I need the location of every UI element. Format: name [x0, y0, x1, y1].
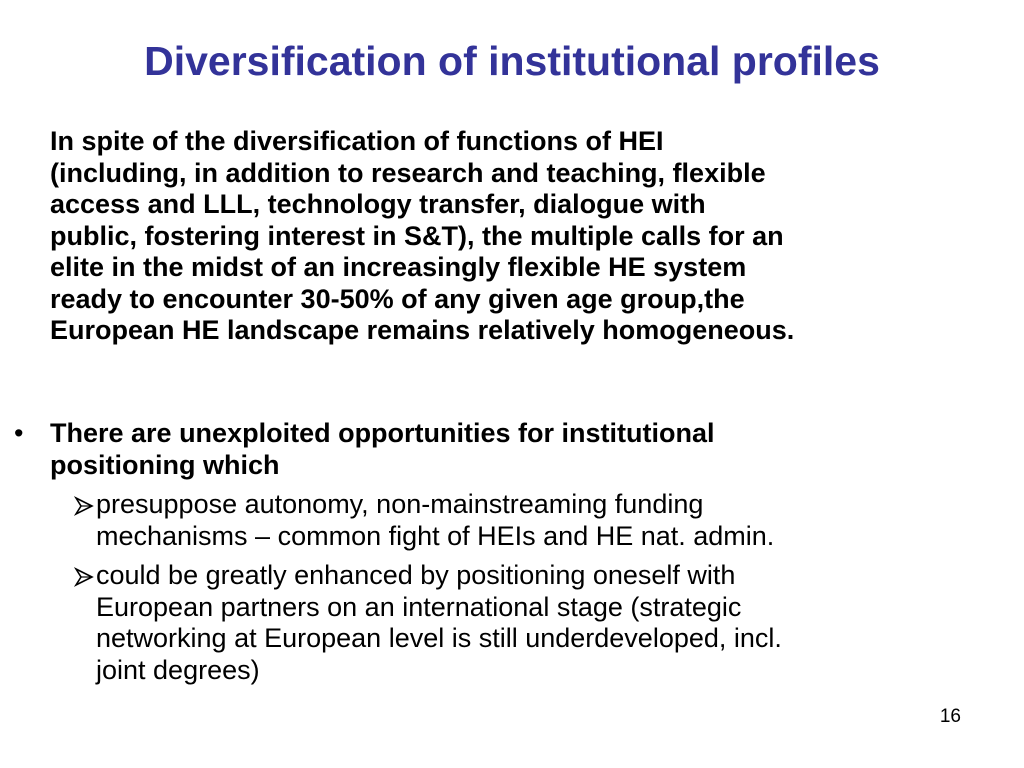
- sub-bullet-item: [14, 489, 1004, 552]
- bullet-item: [14, 418, 1004, 481]
- sub-bullet-line: European partners on an international stage (strategic: [96, 591, 742, 622]
- intro-line: European HE landscape remains relatively homogeneous.: [50, 315, 795, 345]
- bullet-line: positioning which: [50, 449, 280, 480]
- sub-bullet-line: mechanisms – common fight of HEIs and HE nat. admin.: [96, 520, 775, 551]
- bullet-dot-icon: •: [14, 418, 24, 448]
- bullet-list: [14, 418, 1004, 694]
- arrow-bullet-icon: [74, 489, 96, 521]
- sub-bullet-line: networking at European level is still underdeveloped, incl.: [96, 623, 782, 653]
- intro-line: In spite of the diversification of functions of HEI: [50, 126, 664, 156]
- intro-paragraph: [50, 126, 1015, 347]
- intro-line: access and LLL, technology transfer, dialogue with: [50, 189, 706, 219]
- slide-title: Diversification of institutional profiles: [144, 38, 880, 84]
- sub-bullet-line: joint degrees): [96, 654, 260, 685]
- slide-number: 16: [939, 706, 961, 727]
- intro-line: public, fostering interest in S&T), the multiple calls for an: [50, 220, 784, 251]
- sub-bullet-line: presuppose autonomy, non-mainstreaming funding: [96, 489, 704, 519]
- sub-bullet-item: [14, 560, 1004, 686]
- intro-line: elite in the midst of an increasingly flexible HE system: [50, 252, 747, 282]
- sub-bullet-line: could be greatly enhanced by positioning oneself with: [96, 560, 736, 590]
- sub-bullet-list: [14, 489, 1004, 686]
- bullet-line: There are unexploited opportunities for institutional: [50, 418, 715, 448]
- intro-line: ready to encounter 30-50% of any given age group,the: [50, 283, 745, 314]
- arrow-bullet-icon: [74, 560, 96, 592]
- intro-line: (including, in addition to research and teaching, flexible: [50, 157, 766, 188]
